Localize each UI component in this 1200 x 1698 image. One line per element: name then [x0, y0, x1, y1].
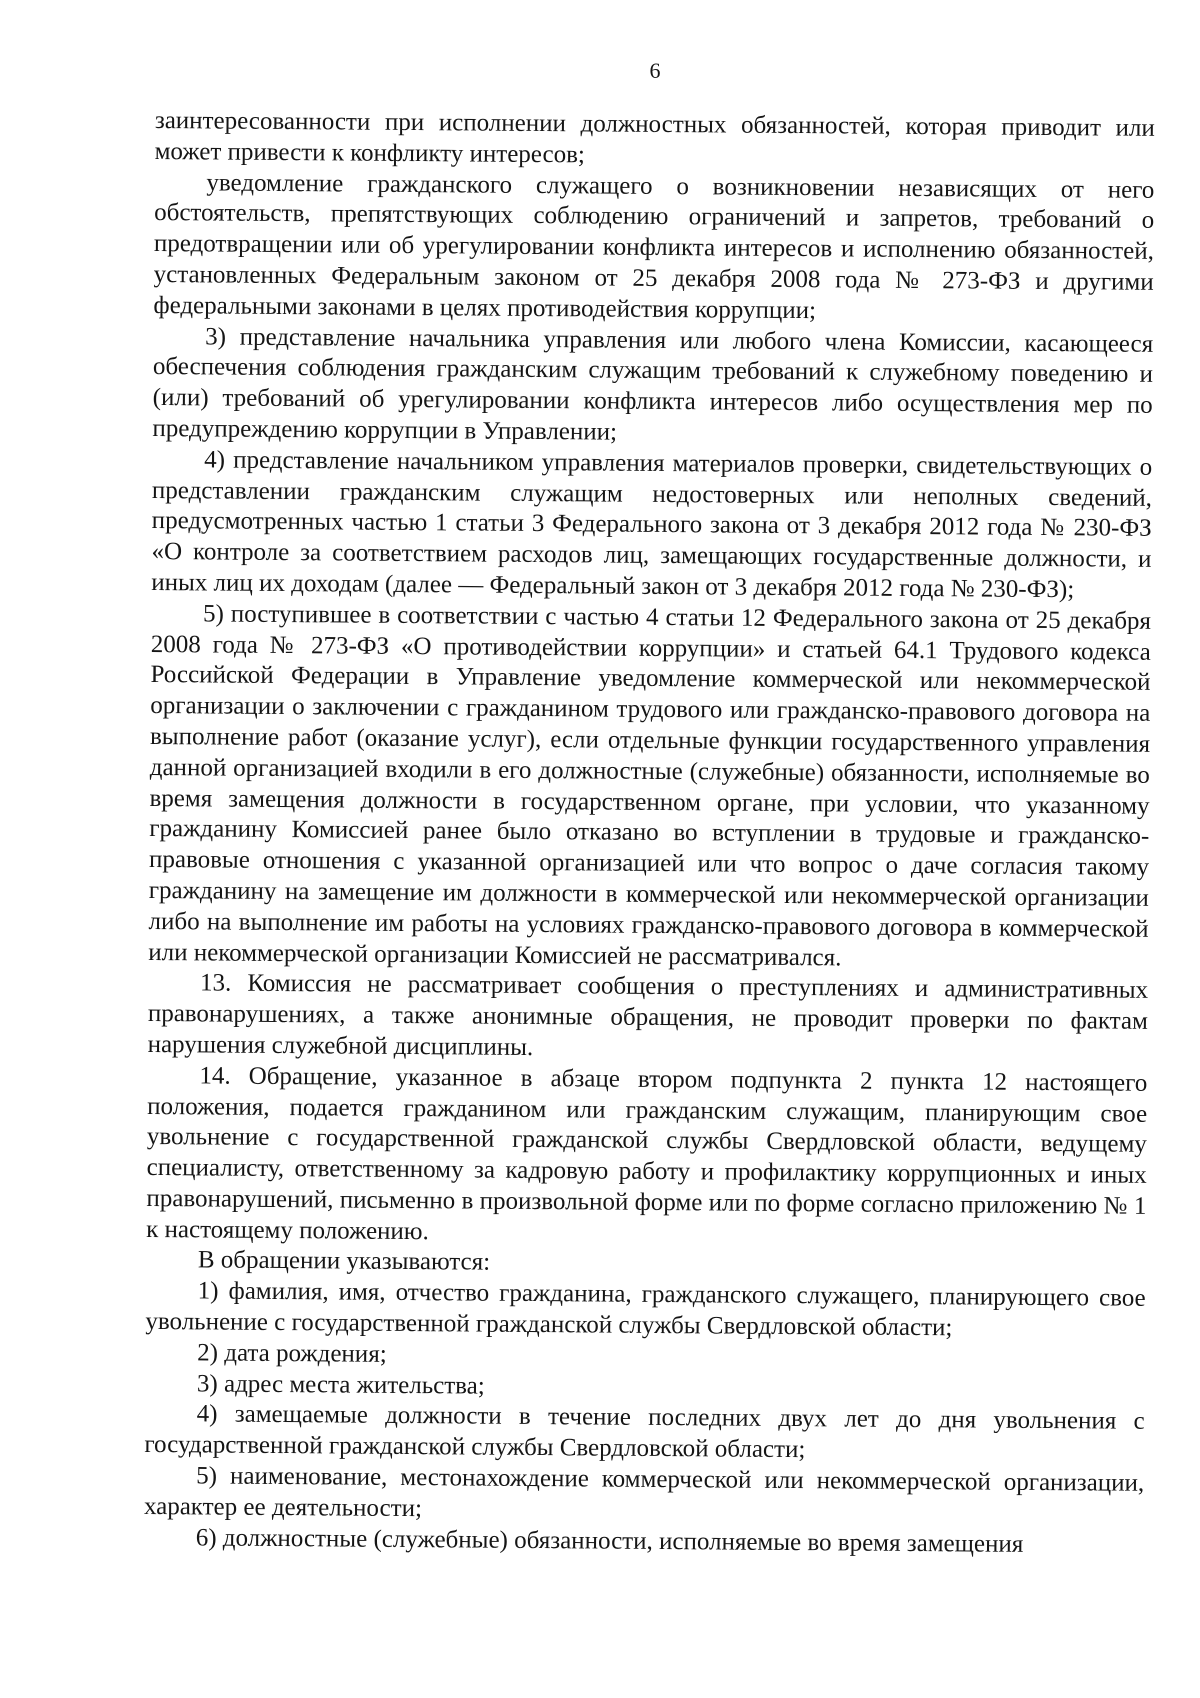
- list-item-3: 3) адрес места жительства;: [196, 1370, 485, 1400]
- paragraph-item-3: 3) представление начальника управления или любого члена Комиссии, касающееся обеспечения соблюдения гражданским служащим требований к служебному поведению и (или) требований об урегулировании конфликта интересов либо осуществления мер по предупреждению коррупции в Управлении;: [152, 322, 1154, 446]
- list-item-6: 6) должностные (служебные) обязанности, исполняемые во время замещения: [195, 1524, 1024, 1558]
- paragraph-clause-14: 14. Обращение, указанное в абзаце втором подпункта 2 пункта 12 настоящего положения, подается гражданином или гражданским служащим, планирующим свое увольнение с государственной гражданской службы Свердловской области, ведущему специалисту, ответственному за кадровую работу и профилактику коррупционных и иных правонарушений, письменно в произвольной форме или по форме согласно приложению № 1 к настоящему положению.: [146, 1062, 1148, 1245]
- document-body: [144, 106, 1155, 1561]
- paragraph-list-intro: В обращении указываются:: [197, 1246, 491, 1277]
- paragraph-notice-circumstances: уведомление гражданского служащего о возникновении независящих от него обстоятельств, препятствующих соблюдению ограничений и запретов, требований о предотвращении или об урегулировании конфликта интересов и исполнению обязанностей, установленных Федеральным законом от 25 декабря 2008 года № 273-ФЗ и другими федеральными законами в целях противодействия коррупции;: [153, 169, 1155, 324]
- list-item-4: 4) замещаемые должности в течение последних двух лет до дня увольнения с государственной гражданской службы Свердловской области;: [144, 1400, 1145, 1464]
- paragraph-item-4: 4) представление начальником управления материалов проверки, свидетельствующих о представлении гражданским служащим недостоверных или неполных сведений, предусмотренных частью 1 статьи 3 Федерального закона от 3 декабря 2012 года № 230-ФЗ «О контроле за соответствием расходов лиц, замещающих государственные должности, и иных лиц их доходам (далее — Федеральный закон от 3 декабря 2012 года № 230-ФЗ);: [151, 446, 1153, 604]
- list-item-1: 1) фамилия, имя, отчество гражданина, гражданского служащего, планирующего свое увольнение с государственной гражданской службы Свердловской области;: [145, 1277, 1146, 1342]
- paragraph-continuation: заинтересованности при исполнении должностных обязанностей, которая приводит или может привести к конфликту интересов;: [154, 106, 1155, 169]
- paragraph-item-5: 5) поступившее в соответствии с частью 4 статьи 12 Федерального закона от 25 декабря 2008 года № 273-ФЗ «О противодействии коррупции» и статьей 64.1 Трудового кодекса Российской Федерации в Управление уведомление коммерческой или некоммерческой организации о заключении с гражданином трудового или гражданско-правового договора на выполнение работ (оказание услуг), если отдельные функции государственного управления данной организацией входили в его должностные (служебные) обязанности, исполняемые во время замещения должности в государственном органе, при условии, что указанному гражданину Комиссией ранее было отказано во вступлении в трудовые и гражданско-правовые отношения с указанной организацией или что вопрос о даче согласия такому гражданину на замещение им должности в коммерческой или некоммерческой организации либо на выполнение им работы на условиях гражданско-правового договора в коммерческой или некоммерческой организации Комиссией не рассматривался.: [148, 600, 1152, 971]
- list-item-5: 5) наименование, местонахождение коммерческой или некоммерческой организации, характер ее деятельности;: [143, 1462, 1145, 1522]
- list-item-2: 2) дата рождения;: [197, 1339, 387, 1368]
- paragraph-clause-13: 13. Комиссия не рассматривает сообщения о преступлениях и административных правонарушениях, а также анонимные обращения, не проводит проверки по фактам нарушения служебной дисциплины.: [147, 969, 1149, 1061]
- page-number: 6: [649, 58, 661, 83]
